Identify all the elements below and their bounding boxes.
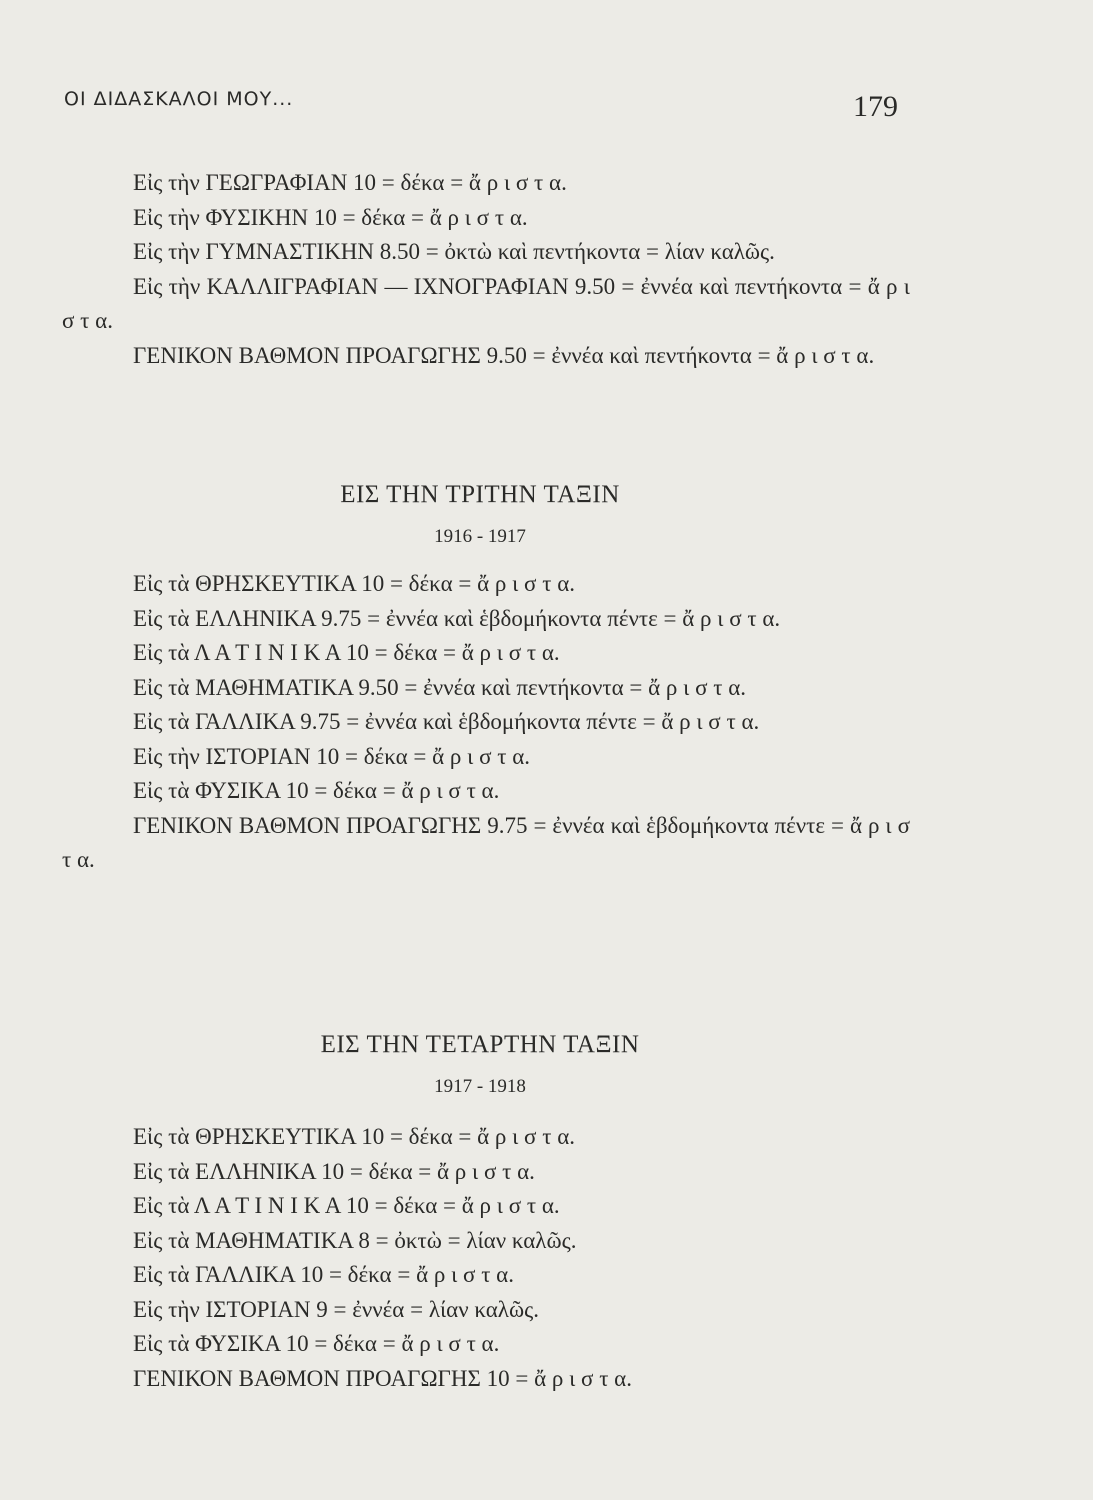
grades-block-third-class xyxy=(62,567,910,878)
grade-line: Εἰς τὰ ΓΑΛΛΙΚΑ 10 = δέκα = ἄ ρ ι σ τ α. xyxy=(133,1262,514,1287)
grade-line: Εἰς τὴν ΓΥΜΝΑΣΤΙΚΗΝ 8.50 = ὀκτὼ καὶ πεντήκοντα = λίαν καλῶς. xyxy=(133,239,775,264)
grade-line: Εἰς τὴν ΙΣΤΟΡΙΑΝ 9 = ἐννέα = λίαν καλῶς. xyxy=(133,1296,539,1322)
grade-line: Εἰς τὰ ΦΥΣΙΚΑ 10 = δέκα = ἄ ρ ι σ τ α. xyxy=(133,778,500,803)
grade-line: Εἰς τὴν ΙΣΤΟΡΙΑΝ 10 = δέκα = ἄ ρ ι σ τ α. xyxy=(133,743,531,769)
grade-line: Εἰς τὰ Λ Α Τ Ι Ν Ι Κ Α 10 = δέκα = ἄ ρ ι σ τ α. xyxy=(133,1193,560,1218)
grade-line: Εἰς τὰ ΓΑΛΛΙΚΑ 9.75 = ἐννέα καὶ ἑβδομήκοντα πέντε = ἄ ρ ι σ τ α. xyxy=(133,709,760,734)
grade-line: Εἰς τὰ ΜΑΘΗΜΑΤΙΚΑ 9.50 = ἐννέα καὶ πεντήκοντα = ἄ ρ ι σ τ α. xyxy=(133,674,747,700)
running-title: ΟΙ ΔΙΔΑΣΚΑΛΟΙ ΜΟΥ... xyxy=(64,88,294,110)
grade-line: Εἰς τὰ ΕΛΛΗΝΙΚΑ 9.75 = ἐννέα καὶ ἑβδομήκοντα πέντε = ἄ ρ ι σ τ α. xyxy=(133,605,781,631)
grade-line: Εἰς τὴν ΓΕΩΓΡΑΦΙΑΝ 10 = δέκα = ἄ ρ ι σ τ α. xyxy=(133,170,567,195)
section-heading-fourth-class: ΕΙΣ ΤΗΝ ΤΕΤΑΡΤΗΝ ΤΑΞΙΝ xyxy=(320,1031,640,1058)
grade-line: ΓΕΝΙΚΟΝ ΒΑΘΜΟΝ ΠΡΟΑΓΩΓΗΣ 9.75 = ἐννέα καὶ ἑβδομήκοντα πέντε = ἄ ρ ι σ τ α. xyxy=(62,812,910,872)
page-number: 179 xyxy=(853,90,898,123)
grade-line: Εἰς τὰ ΘΡΗΣΚΕΥΤΙΚΑ 10 = δέκα = ἄ ρ ι σ τ α. xyxy=(133,1124,575,1149)
grade-line: Εἰς τὰ ΘΡΗΣΚΕΥΤΙΚΑ 10 = δέκα = ἄ ρ ι σ τ α. xyxy=(133,571,575,596)
grade-line: Εἰς τὰ ΦΥΣΙΚΑ 10 = δέκα = ἄ ρ ι σ τ α. xyxy=(133,1331,500,1356)
section-years-fourth-class: 1917 - 1918 xyxy=(434,1076,526,1097)
grade-line: Εἰς τὰ Λ Α Τ Ι Ν Ι Κ Α 10 = δέκα = ἄ ρ ι σ τ α. xyxy=(133,640,560,665)
grade-line: ΓΕΝΙΚΟΝ ΒΑΘΜΟΝ ΠΡΟΑΓΩΓΗΣ 10 = ἄ ρ ι σ τ α. xyxy=(133,1365,632,1391)
grade-line: Εἰς τὰ ΕΛΛΗΝΙΚΑ 10 = δέκα = ἄ ρ ι σ τ α. xyxy=(133,1158,535,1184)
grade-line: Εἰς τὰ ΜΑΘΗΜΑΤΙΚΑ 8 = ὀκτὼ = λίαν καλῶς. xyxy=(133,1227,577,1253)
grade-line: Εἰς τὴν ΦΥΣΙΚΗΝ 10 = δέκα = ἄ ρ ι σ τ α. xyxy=(133,204,528,230)
grade-line: Εἰς τὴν ΚΑΛΛΙΓΡΑΦΙΑΝ — ΙΧΝΟΓΡΑΦΙΑΝ 9.50 = ἐννέα καὶ πεντήκοντα = ἄ ρ ι σ τ α. xyxy=(62,273,910,333)
grades-block-fourth-class xyxy=(62,1120,910,1396)
grades-block-previous-class xyxy=(62,166,910,373)
grade-line: ΓΕΝΙΚΟΝ ΒΑΘΜΟΝ ΠΡΟΑΓΩΓΗΣ 9.50 = ἐννέα καὶ πεντήκοντα = ἄ ρ ι σ τ α. xyxy=(133,342,875,368)
section-heading-third-class: ΕΙΣ ΤΗΝ ΤΡΙΤΗΝ ΤΑΞΙΝ xyxy=(340,481,620,508)
section-years-third-class: 1916 - 1917 xyxy=(434,526,526,547)
